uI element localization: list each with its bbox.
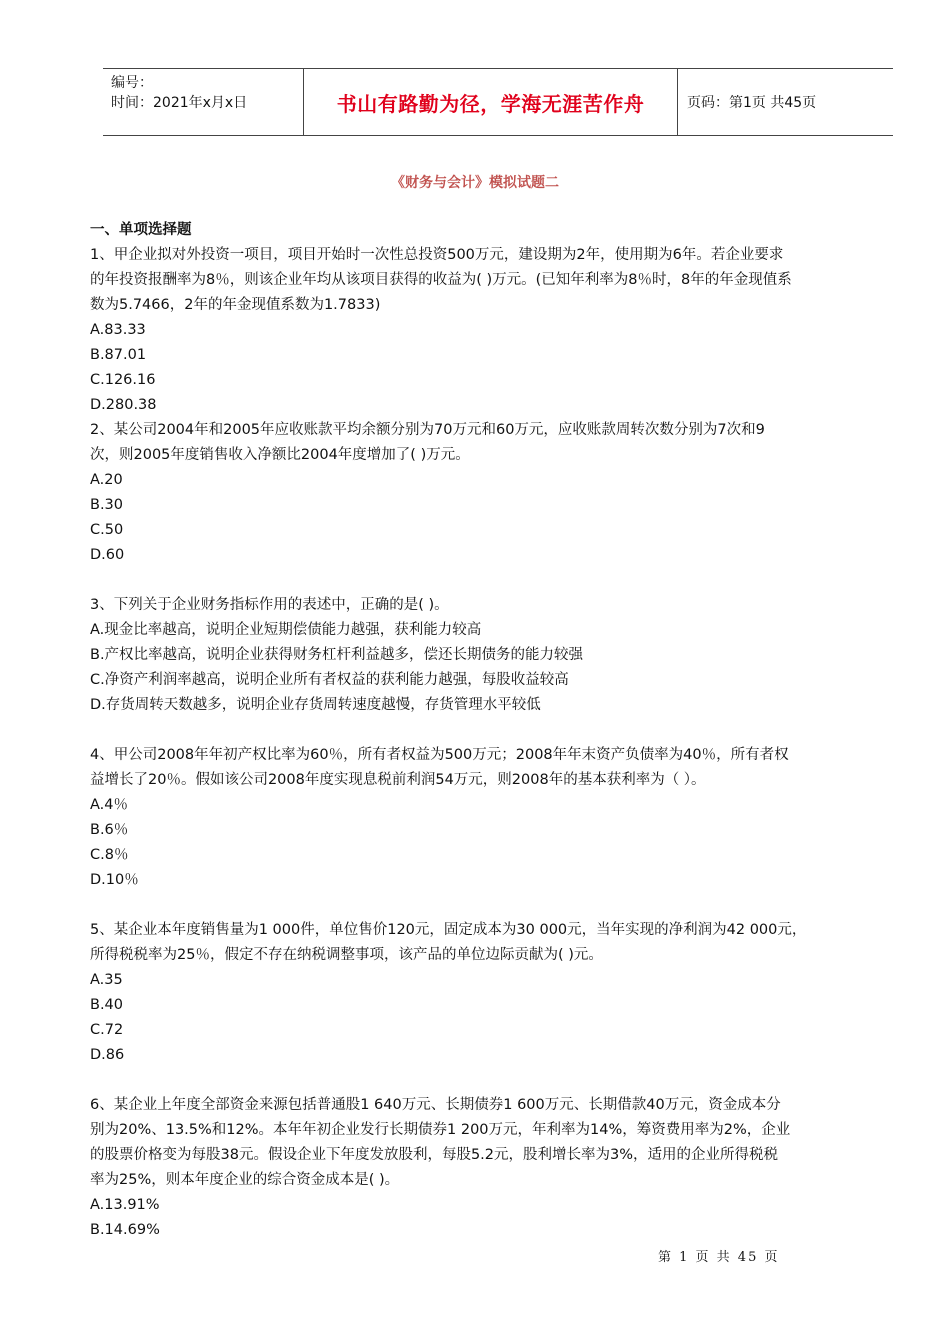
answer-option: B.87.01	[90, 347, 147, 363]
answer-option: B.产权比率越高，说明企业获得财务杠杆利益越多，偿还长期债务的能力较强	[90, 647, 584, 663]
answer-option: C.净资产利润率越高，说明企业所有者权益的获利能力越强，每股收益较高	[90, 672, 569, 688]
answer-option: A.现金比率越高，说明企业短期偿债能力越强，获利能力较高	[90, 622, 482, 638]
answer-option: C.126.16	[90, 372, 156, 388]
answer-option: B.6％	[90, 822, 129, 838]
header-page-info: 页码：第1页 共45页	[687, 95, 817, 111]
answer-option: C.8％	[90, 847, 129, 863]
question-stem-line: 所得税税率为25％，假定不存在纳税调整事项，该产品的单位边际贡献为( )元。	[90, 947, 603, 963]
question-list	[90, 243, 916, 1243]
question-stem-line: 的年投资报酬率为8％，则该企业年均从该项目获得的收益为( )万元。(已知年利率为8％时，8年的年金现值系	[90, 272, 792, 288]
question-stem-line: 3、下列关于企业财务指标作用的表述中，正确的是( )。	[90, 597, 449, 613]
question-stem-line: 6、某企业上年度全部资金来源包括普通股1 640万元、长期债券1 600万元、长期借款40万元，资金成本分	[90, 1097, 781, 1113]
question-block	[90, 1093, 916, 1243]
question-stem-line: 率为25%，则本年度企业的综合资金成本是( )。	[90, 1172, 400, 1188]
header-page-info-cell	[678, 69, 893, 135]
time-label: 时间：2021年x月x日	[111, 95, 248, 111]
answer-option: C.72	[90, 1022, 124, 1038]
question-stem-line: 益增长了20％。假如该公司2008年度实现息税前利润54万元，则2008年的基本获利率为（ ）。	[90, 772, 706, 788]
question-stem-line: 4、甲公司2008年年初产权比率为60％，所有者权益为500万元；2008年年末资产负债率为40％，所有者权	[90, 747, 789, 763]
question-block	[90, 593, 916, 718]
document-body	[90, 218, 916, 1243]
section-title: 一、单项选择题	[90, 222, 192, 238]
answer-option: B.30	[90, 497, 124, 513]
page-footer: 第 1 页 共 45 页	[658, 1250, 780, 1265]
question-spacer	[90, 893, 916, 918]
header-motto-cell	[304, 69, 678, 135]
answer-option: B.40	[90, 997, 124, 1013]
number-label: 编号：	[111, 75, 153, 91]
header-left-cell	[103, 69, 304, 135]
header-motto: 书山有路勤为径，学海无涯苦作舟	[336, 91, 645, 116]
question-block	[90, 243, 916, 418]
answer-option: A.13.91%	[90, 1197, 160, 1213]
question-spacer	[90, 718, 916, 743]
answer-option: A.35	[90, 972, 123, 988]
question-block	[90, 418, 916, 568]
question-block	[90, 743, 916, 893]
question-stem-line: 1、甲企业拟对外投资一项目，项目开始时一次性总投资500万元，建设期为2年，使用期为6年。若企业要求	[90, 247, 784, 263]
answer-option: D.存货周转天数越多，说明企业存货周转速度越慢，存货管理水平较低	[90, 697, 541, 713]
question-stem-line: 2、某公司2004年和2005年应收账款平均余额分别为70万元和60万元，应收账款周转次数分别为7次和9	[90, 422, 765, 438]
document-title: 《财务与会计》模拟试题二	[391, 175, 559, 191]
question-stem-line: 5、某企业本年度销售量为1 000件，单位售价120元，固定成本为30 000元，当年实现的净利润为42 000元，	[90, 922, 807, 938]
answer-option: A.4％	[90, 797, 128, 813]
question-block	[90, 918, 916, 1068]
question-stem-line: 的股票价格变为每股38元。假设企业下年度发放股利，每股5.2元，股利增长率为3%，适用的企业所得税税	[90, 1147, 779, 1163]
question-spacer	[90, 568, 916, 593]
question-stem-line: 次，则2005年度销售收入净额比2004年度增加了( )万元。	[90, 447, 470, 463]
answer-option: A.83.33	[90, 322, 146, 338]
question-spacer	[90, 1068, 916, 1093]
page-header	[103, 68, 893, 136]
answer-option: D.280.38	[90, 397, 157, 413]
answer-option: D.86	[90, 1047, 125, 1063]
answer-option: D.10％	[90, 872, 139, 888]
answer-option: A.20	[90, 472, 123, 488]
answer-option: B.14.69%	[90, 1222, 160, 1238]
answer-option: D.60	[90, 547, 125, 563]
question-stem-line: 别为20%、13.5%和12%。本年年初企业发行长期债券1 200万元，年利率为14%，筹资费用率为2%，企业	[90, 1122, 791, 1138]
answer-option: C.50	[90, 522, 124, 538]
question-stem-line: 数为5.7466，2年的年金现值系数为1.7833)	[90, 297, 381, 313]
